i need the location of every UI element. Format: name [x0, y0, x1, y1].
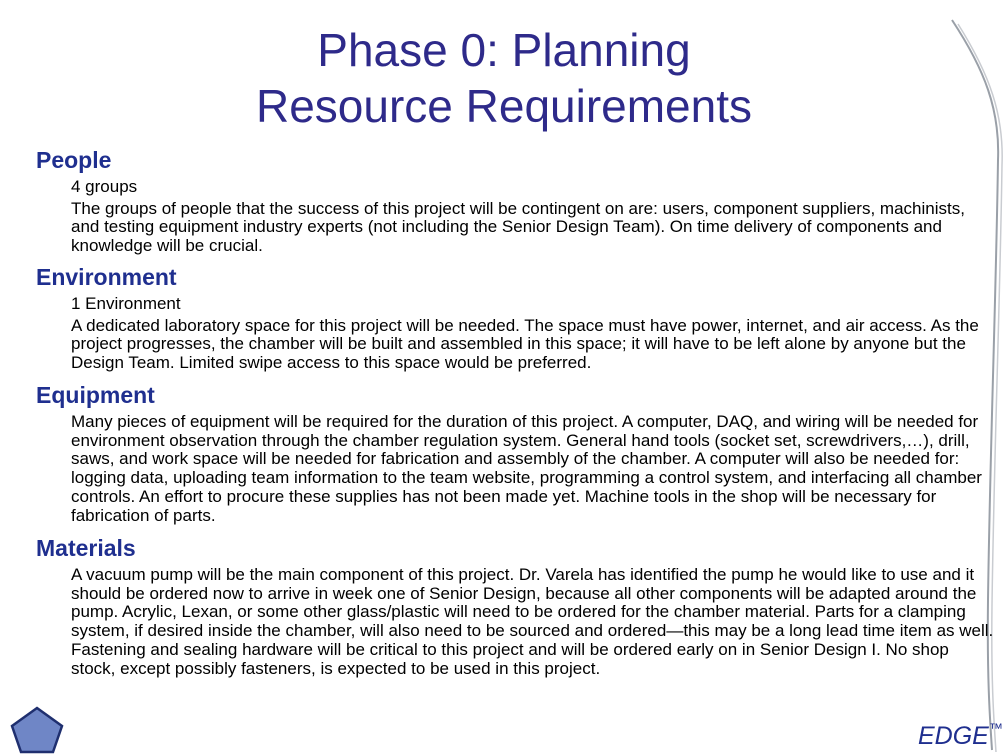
title-line-1: Phase 0: Planning	[317, 24, 691, 76]
pentagon-icon	[12, 708, 62, 752]
paragraph: 1 Environment	[71, 294, 181, 313]
paragraph: A vacuum pump will be the main component of this project. Dr. Varela has identified the pump he would like to use and it should be ordered now to arrive in week one of Senior Design, because all other components will be adapted around the pump. Acrylic, Lexan, or some other glass/plastic will need to be ordered for the chamber material. Parts for a clamping system, if desired inside the chamber, will also need to be sourced and ordered—this may be a long lead time item as well. Fastening and sealing hardware will be critical to this project and will be ordered early on in Senior Design I. No shop stock, except possibly fasteners, is expected to be used in this project.	[71, 565, 994, 678]
section-body	[71, 413, 996, 525]
title-line-2: Resource Requirements	[255, 80, 752, 132]
paragraph: The groups of people that the success of this project will be contingent on are: users, component suppliers, machinists, and testing equipment industry experts (not including the Senior Design Team). On time delivery of components and knowledge will be crucial.	[71, 198, 965, 256]
section-materials	[36, 534, 996, 681]
paragraph: 4 groups	[71, 177, 138, 196]
section-heading: People	[36, 147, 112, 173]
section-heading: Equipment	[36, 382, 155, 408]
section-heading: Materials	[36, 535, 136, 561]
paragraph: A dedicated laboratory space for this project will be needed. The space must have power, internet, and air access. As the project progresses, the chamber will be built and assembled in this space; it will have to be left alone by anyone but the Design Team. Limited swipe access to this space would be preferred.	[71, 315, 979, 373]
slide-title	[0, 22, 1008, 134]
section-body	[71, 566, 996, 678]
edge-logo-text: EDGE	[918, 722, 989, 750]
section-body	[71, 295, 996, 373]
section-people	[36, 146, 996, 259]
edge-logo	[918, 722, 1003, 751]
section-equipment	[36, 381, 996, 528]
trademark-mark: ™	[988, 720, 1003, 736]
section-environment	[36, 263, 996, 376]
section-heading: Environment	[36, 264, 177, 290]
section-body	[71, 178, 996, 256]
paragraph: Many pieces of equipment will be required for the duration of this project. A computer, DAQ, and wiring will be needed for environment observation through the chamber regulation system. General hand tools (socket set, screwdrivers,…), drill, saws, and work space will be needed for fabrication and assembly of the chamber. A computer will also be needed for: logging data, uploading team information to the team website, programming a control system, and interfacing all chamber controls. An effort to procure these supplies has not been made yet. Machine tools in the shop will be necessary for fabrication of parts.	[71, 412, 982, 525]
